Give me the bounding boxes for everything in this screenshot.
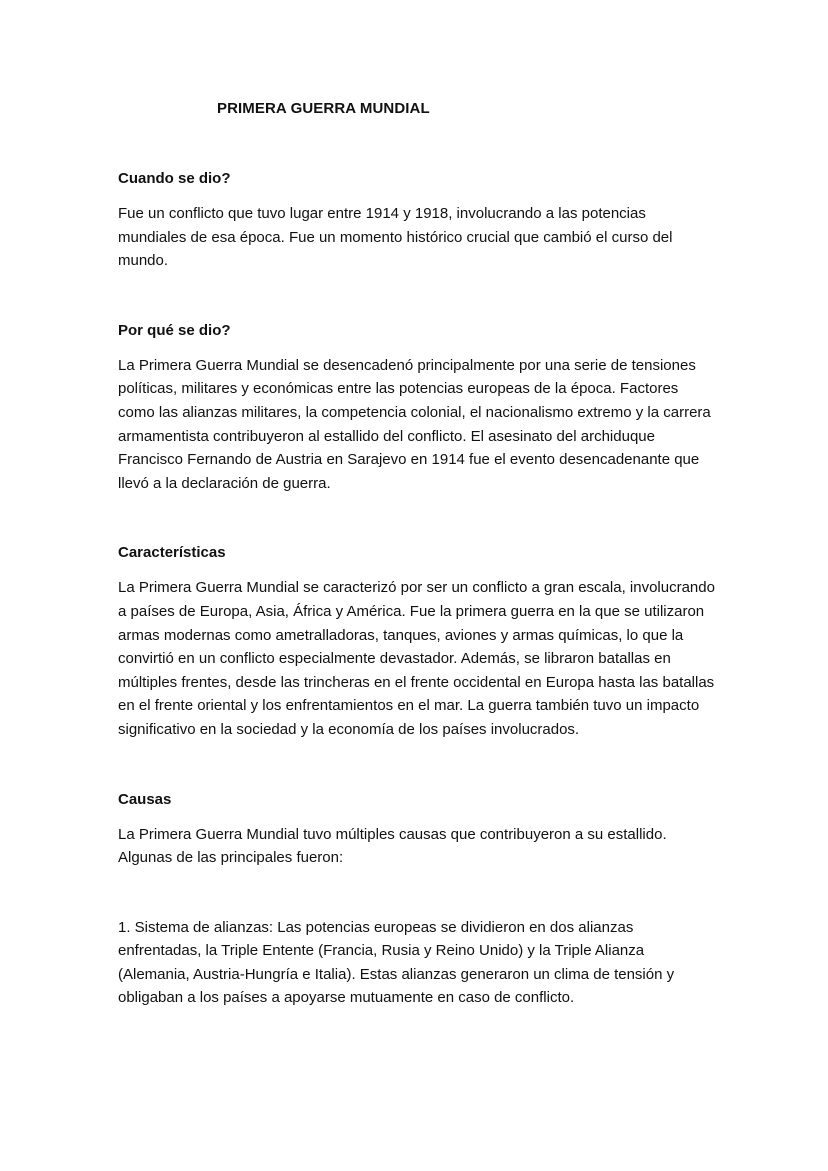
document-body — [118, 98, 718, 1010]
section-paragraph-causas: La Primera Guerra Mundial tuvo múltiples causas que contribuyeron a su estallido. Algunas de las principales fueron: — [118, 825, 667, 867]
section-heading-causas: Causas — [118, 790, 172, 808]
section-paragraph-caracteristicas: La Primera Guerra Mundial se caracterizó por ser un conflicto a gran escala, involucrando a países de Europa, Asia, África y América. Fue la primera guerra en la que se utilizaron armas modernas como ametralladoras, tanques, aviones y armas químicas, lo que la convirtió en un conflicto especialmente devastador. Además, se libraron batallas en múltiples frentes, desde las trincheras en el frente occidental en Europa hasta las batallas en el frente oriental y los enfrentamientos en el mar. La guerra también tuvo un impacto significativo en la sociedad y la economía de los países involucrados. — [118, 579, 715, 738]
section-paragraph-por-que: La Primera Guerra Mundial se desencadenó principalmente por una serie de tensiones políticas, militares y económicas entre las potencias europeas de la época. Factores como las alianzas militares, la competencia colonial, el nacionalismo extremo y la carrera armamentista contribuyeron al estallido del conflicto. El asesinato del archiduque Francisco Fernando de Austria en Sarajevo en 1914 fue el evento desencadenante que llevó a la declaración de guerra. — [118, 356, 711, 492]
section-heading-caracteristicas: Características — [118, 544, 226, 562]
section-paragraph-cuando: Fue un conflicto que tuvo lugar entre 1914 y 1918, involucrando a las potencias mundiales de esa época. Fue un momento histórico crucial que cambió el curso del mundo. — [118, 205, 673, 270]
document-title: PRIMERA GUERRA MUNDIAL — [217, 100, 430, 117]
section-heading-por-que: Por qué se dio? — [118, 321, 231, 339]
list-item-sistema-de-alianzas: 1. Sistema de alianzas: Las potencias europeas se dividieron en dos alianzas enfrentadas, la Triple Entente (Francia, Rusia y Reino Unido) y la Triple Alianza (Alemania, Austria-Hungría e Italia). Estas alianzas generaron un clima de tensión y obligaban a los países a apoyarse mutuamente en caso de conflicto. — [118, 918, 675, 1007]
section-heading-cuando: Cuando se dio? — [118, 170, 231, 187]
